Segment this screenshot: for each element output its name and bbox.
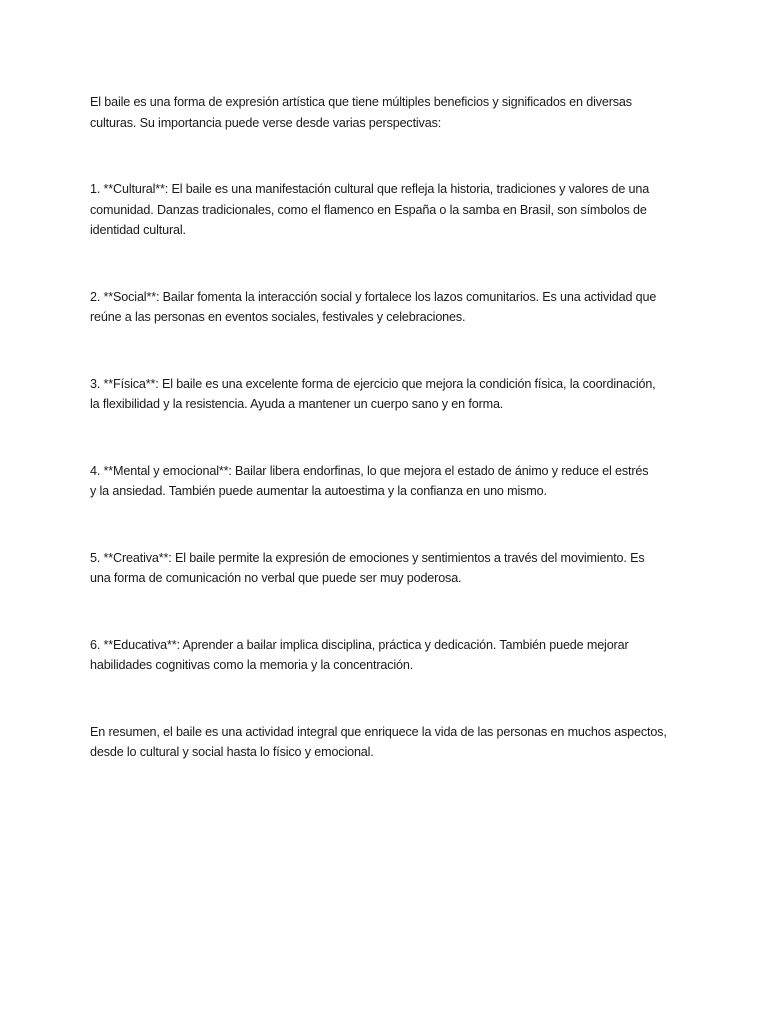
text-line: culturas. Su importancia puede verse desde varias perspectivas: [90,115,442,130]
text-line: 3. **Física**: El baile es una excelente forma de ejercicio que mejora la condición física, la coordinación, [90,376,656,391]
text-line: En resumen, el baile es una actividad integral que enriquece la vida de las personas en muchos aspectos, [90,724,667,739]
text-line: identidad cultural. [90,223,186,237]
intro-paragraph [90,92,690,133]
cultural-paragraph [90,179,690,241]
social-paragraph [90,287,690,328]
fisica-paragraph [90,374,690,415]
creativa-paragraph [90,548,690,589]
text-line: una forma de comunicación no verbal que puede ser muy poderosa. [90,571,462,585]
text-line: desde lo cultural y social hasta lo físico y emocional. [90,745,374,759]
text-line: reúne a las personas en eventos sociales, festivales y celebraciones. [90,310,466,324]
text-line: comunidad. Danzas tradicionales, como el flamenco en España o la samba en Brasil, son símbolos de [90,202,647,217]
text-line: 6. **Educativa**: Aprender a bailar implica disciplina, práctica y dedicación. También puede mejorar [90,637,629,652]
text-line: y la ansiedad. También puede aumentar la autoestima y la confianza en uno mismo. [90,484,547,498]
text-line: habilidades cognitivas como la memoria y la concentración. [90,658,414,672]
text-line: 2. **Social**: Bailar fomenta la interacción social y fortalece los lazos comunitarios. Es una actividad que [90,289,657,304]
mental-emocional-paragraph [90,461,690,502]
text-line: 1. **Cultural**: El baile es una manifestación cultural que refleja la historia, tradiciones y valores de una [90,182,650,196]
educativa-paragraph [90,635,690,676]
document-body [90,92,690,809]
text-line: la flexibilidad y la resistencia. Ayuda a mantener un cuerpo sano y en forma. [90,397,504,411]
text-line: El baile es una forma de expresión artística que tiene múltiples beneficios y significados en diversas [90,95,632,109]
summary-paragraph [90,722,690,763]
text-line: 5. **Creativa**: El baile permite la expresión de emociones y sentimientos a través del movimiento. Es [90,550,645,565]
text-line: 4. **Mental y emocional**: Bailar libera endorfinas, lo que mejora el estado de ánimo y reduce el estrés [90,463,649,478]
